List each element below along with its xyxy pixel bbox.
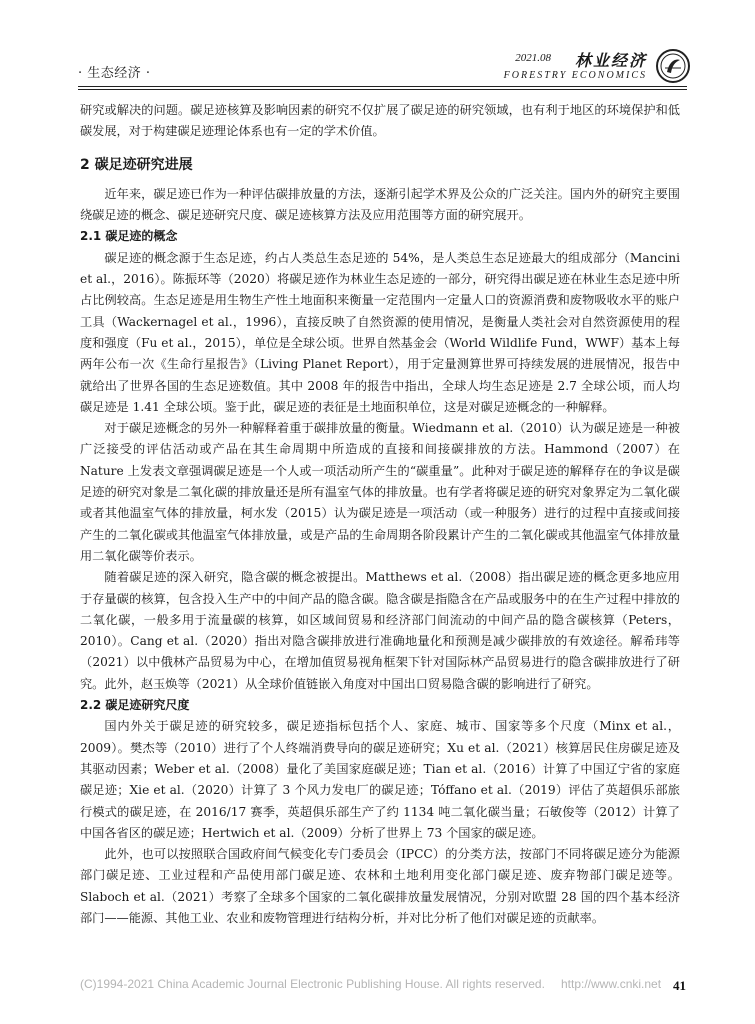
paragraph: 近年来，碳足迹已作为一种评估碳排放量的方法，逐渐引起学术界及公众的广泛关注。国内外的研究主要围绕碳足迹的概念、碳足迹研究尺度、碳足迹核算方法及应用范围等方面的研究展开。: [80, 186, 680, 223]
paragraph: 国内外关于碳足迹的研究较多，碳足迹指标包括个人、家庭、城市、国家等多个尺度（Minx et al.，2009）。樊杰等（2010）进行了个人终端消费导向的碳足迹研究；Xu et al.（2021）核算居民住房碳足迹及其驱动因素；Weber et al.（2008）量化了美国家庭碳足迹；Tian et al.（2016）计算了中国辽宁省的家庭碳足迹；Xie et al.（2020）计算了 3 个风力发电厂的碳足迹；Tóffano et al.（2019）评估了英超俱乐部旅行模式的碳足迹，在 2016/17 赛季，英超俱乐部生产了约 1134 吨二氧化碳当量；石敏俊等（2012）计算了中国各省区的碳足迹；Hertwich et al.（2009）分析了世界上 73 个国家的碳足迹。: [80, 719, 680, 840]
footer-link[interactable]: http://www.cnki.net: [561, 977, 662, 991]
paragraph: 对于碳足迹概念的另外一种解释着重于碳排放量的衡量。Wiedmann et al.（2010）认为碳足迹是一种被广泛接受的评估活动或产品在其生命周期中所造成的直接和间接碳排放的方法。Hammond（2007）在 Nature 上发表文章强调碳足迹是一个人或一项活动所产生的“碳重量”。此种对于碳足迹的解释存在的争议是碳足迹的研究对象是二氧化碳的排放量还是所有温室气体的排放量。也有学者将碳足迹的研究对象界定为二氧化碳或者其他温室气体的排放量，柯水发（2015）认为碳足迹是一项活动（或一种服务）进行的过程中直接或间接产生的二氧化碳或其他温室气体排放量，或是产品的生命周期各阶段累计产生的二氧化碳或其他温室气体排放量用二氧化碳等价表示。: [80, 421, 680, 563]
section-label: · 生态经济 ·: [78, 66, 151, 81]
issue-number: 2021.08: [515, 52, 551, 64]
paragraph: 碳足迹的概念源于生态足迹，约占人类总生态足迹的 54%，是人类总生态足迹最大的组成部分（Mancini et al.，2016）。陈振环等（2020）将碳足迹作为林业生态足迹的一部分，研究得出碳足迹在林业生态足迹中所占比例较高。生态足迹是用生物生产性土地面积来衡量一定范围内一定量人口的资源消费和废物吸收水平的账户工具（Wackernagel et al.，1996），直接反映了自然资源的使用情况，是衡量人类社会对自然资源使用的程度和强度（Fu et al.，2015），单位是全球公顷。世界自然基金会（World Wildlife Fund，WWF）基本上每两年公布一次《生命行星报告》（Living Planet Report），用于定量测算世界可持续发展的进展情况，报告中就给出了世界各国的生态足迹数值。其中 2008 年的报告中指出，全球人均生态足迹是 2.7 全球公顷，而人均碳足迹是 1.41 全球公顷。鉴于此，碳足迹的表征是土地面积单位，这是对碳足迹概念的一种解释。: [80, 250, 680, 414]
paragraph: 研究或解决的问题。碳足迹核算及影响因素的研究不仅扩展了碳足迹的研究领域，也有利于地区的环境保护和低碳发展，对于构建碳足迹理论体系也有一定的学术价值。: [80, 103, 680, 139]
header-rule-thin: [78, 89, 687, 90]
journal-seal-icon: [655, 48, 691, 84]
journal-block: [504, 48, 647, 81]
subsection-heading: 2.2 碳足迹研究尺度: [80, 698, 190, 713]
paragraph: 随着碳足迹的深入研究，隐含碳的概念被提出。Matthews et al.（2008）指出碳足迹的概念更多地应用于存量碳的核算，包含投入生产中的中间产品的隐含碳。隐含碳是指隐含在产品或服务中的在生产过程中排放的二氧化碳，一般多用于流量碳的核算，如区域间贸易和经济部门间流动的中间产品的隐含碳核算（Peters，2010）。Cang et al.（2020）指出对隐含碳排放进行准确地量化和预测是减少碳排放的有效途径。解希玮等（2021）以中俄林产品贸易为中心，在增加值贸易视角框架下针对国际林产品贸易进行的隐含碳排放进行了研究。此外，赵玉焕等（2021）从全球价值链嵌入角度对中国出口贸易隐含碳的影响进行了研究。: [80, 570, 680, 691]
page-number: 41: [673, 978, 686, 993]
journal-title-cn: 林业经济: [574, 51, 647, 70]
header-rule: [78, 86, 687, 87]
journal-title-en: FORESTRY ECONOMICS: [503, 70, 647, 81]
section-heading: 2 碳足迹研究进展: [80, 156, 193, 173]
copyright-notice: (C)1994-2021 China Academic Journal Electronic Publishing House. All rights reserved.: [80, 977, 545, 991]
page-header: [0, 0, 755, 90]
subsection-heading: 2.1 碳足迹的概念: [80, 229, 178, 244]
article-body: [80, 100, 680, 929]
paragraph: 此外，也可以按照联合国政府间气候变化专门委员会（IPCC）的分类方法，按部门不同将碳足迹分为能源部门碳足迹、工业过程和产品使用部门碳足迹、农林和土地利用变化部门碳足迹、废弃物部门碳足迹等。Slaboch et al.（2021）考察了全球多个国家的二氧化碳排放量发展情况，分别对欧盟 28 国的四个基本经济部门——能源、其他工业、农业和废物管理进行结构分析，并对比分析了他们对碳足迹的贡献率。: [80, 847, 680, 925]
